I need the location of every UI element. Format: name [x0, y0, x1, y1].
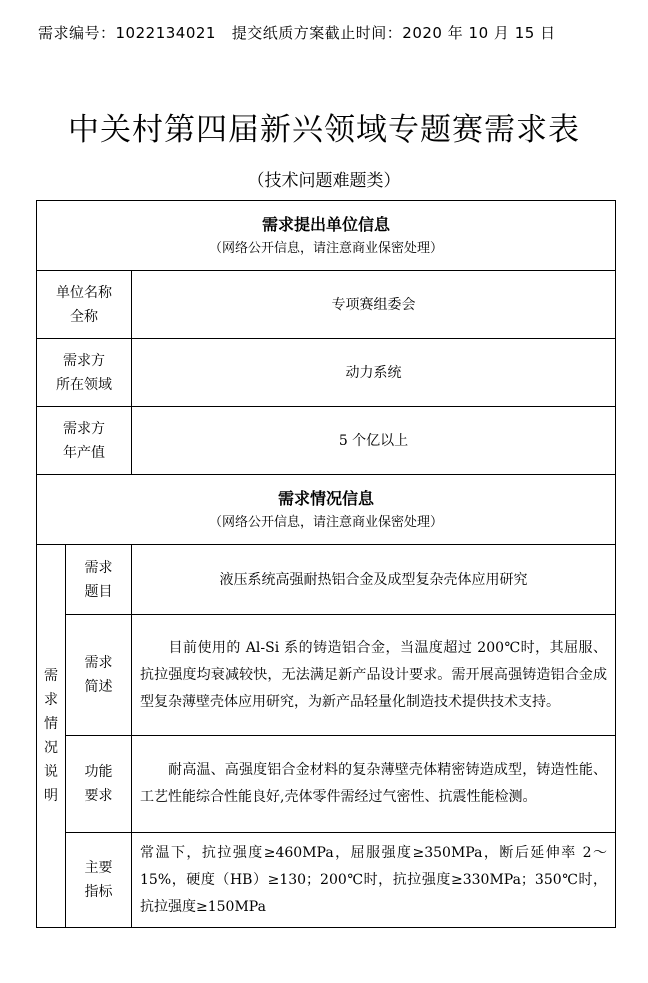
function-label-line2: 要求 [84, 788, 113, 804]
requirement-description-side-label [37, 545, 66, 928]
section1-header-row [37, 201, 616, 271]
function-value [132, 736, 616, 833]
header-meta [38, 22, 628, 43]
output-value-label [37, 407, 132, 475]
table-row [37, 339, 616, 407]
section1-header [37, 201, 616, 271]
topic-value: 液压系统高强耐热铝合金及成型复杂壳体应用研究 [132, 545, 616, 615]
table-row [37, 407, 616, 475]
field-label [37, 339, 132, 407]
unit-name-value: 专项赛组委会 [132, 271, 616, 339]
year-char: 年 [447, 24, 464, 42]
section2-header [37, 475, 616, 545]
brief-value [132, 615, 616, 736]
month-char: 月 [493, 24, 510, 42]
topic-label [66, 545, 132, 615]
field-label-line1: 需求方 [63, 352, 105, 369]
side-label-char: 说 [44, 764, 58, 780]
deadline-year: 2020 [402, 24, 443, 42]
side-label-char: 需 [44, 668, 58, 684]
table-row [37, 833, 616, 928]
deadline-label: 提交纸质方案截止时间： [231, 24, 403, 42]
brief-label-line1: 需求 [84, 655, 113, 671]
function-text: 耐高温、高强度铝合金材料的复杂薄壁壳体精密铸造成型，铸造性能、工艺性能综合性能良好,壳体零件需经过气密性、抗震性能检测。 [140, 762, 608, 805]
indicators-label-line1: 主要 [84, 860, 113, 876]
topic-label-line1: 需求 [84, 559, 113, 576]
field-label-line2: 所在领域 [56, 376, 112, 393]
side-label-char: 明 [44, 788, 58, 804]
side-label-char: 况 [44, 740, 58, 756]
page-title: 中关村第四届新兴领域专题赛需求表 [68, 112, 580, 148]
page-subtitle: （技术问题难题类） [247, 171, 401, 191]
brief-label-line2: 简述 [84, 679, 113, 695]
section2-heading: 需求情况信息 [278, 488, 375, 508]
unit-name-label [37, 271, 132, 339]
section2-header-row [37, 475, 616, 545]
table-row [37, 271, 616, 339]
request-number-label: 需求编号： [38, 24, 116, 42]
day-char: 日 [540, 24, 556, 42]
output-value: 5 个亿以上 [132, 407, 616, 475]
brief-label [66, 615, 132, 736]
deadline-month: 10 [468, 24, 489, 42]
table-row [37, 736, 616, 833]
indicators-label [66, 833, 132, 928]
deadline-day: 15 [514, 24, 535, 42]
section1-note: （网络公开信息，请注意商业保密处理） [209, 240, 444, 256]
side-label-char: 求 [44, 692, 58, 708]
indicators-value: 常温下，抗拉强度≥460MPa，屈服强度≥350MPa，断后延伸率 2～15%，硬度（HB）≥130；200℃时，抗拉强度≥330MPa；350℃时，抗拉强度≥150MPa [132, 833, 616, 928]
table-row [37, 615, 616, 736]
topic-label-line2: 题目 [84, 583, 113, 600]
unit-name-label-line1: 单位名称 [56, 284, 112, 301]
indicators-label-line2: 指标 [84, 884, 113, 900]
function-label [66, 736, 132, 833]
output-value-label-line2: 年产值 [63, 444, 105, 461]
section2-note: （网络公开信息，请注意商业保密处理） [209, 514, 444, 530]
function-label-line1: 功能 [84, 764, 113, 780]
section1-heading: 需求提出单位信息 [262, 214, 391, 234]
table-row [37, 545, 616, 615]
request-number: 1022134021 [115, 24, 216, 42]
unit-name-label-line2: 全称 [70, 308, 98, 325]
output-value-label-line1: 需求方 [63, 420, 105, 437]
brief-text: 目前使用的 Al-Si 系的铸造铝合金，当温度超过 200℃时，其屈服、抗拉强度均衰减较快，无法满足新产品设计要求。需开展高强铸造铝合金成型复杂薄壁壳体应用研究，为新产品轻量化制造技术提供技术支持。 [140, 639, 608, 710]
side-label-char: 情 [44, 716, 58, 732]
field-value: 动力系统 [132, 339, 616, 407]
requirement-form-table [36, 200, 616, 928]
